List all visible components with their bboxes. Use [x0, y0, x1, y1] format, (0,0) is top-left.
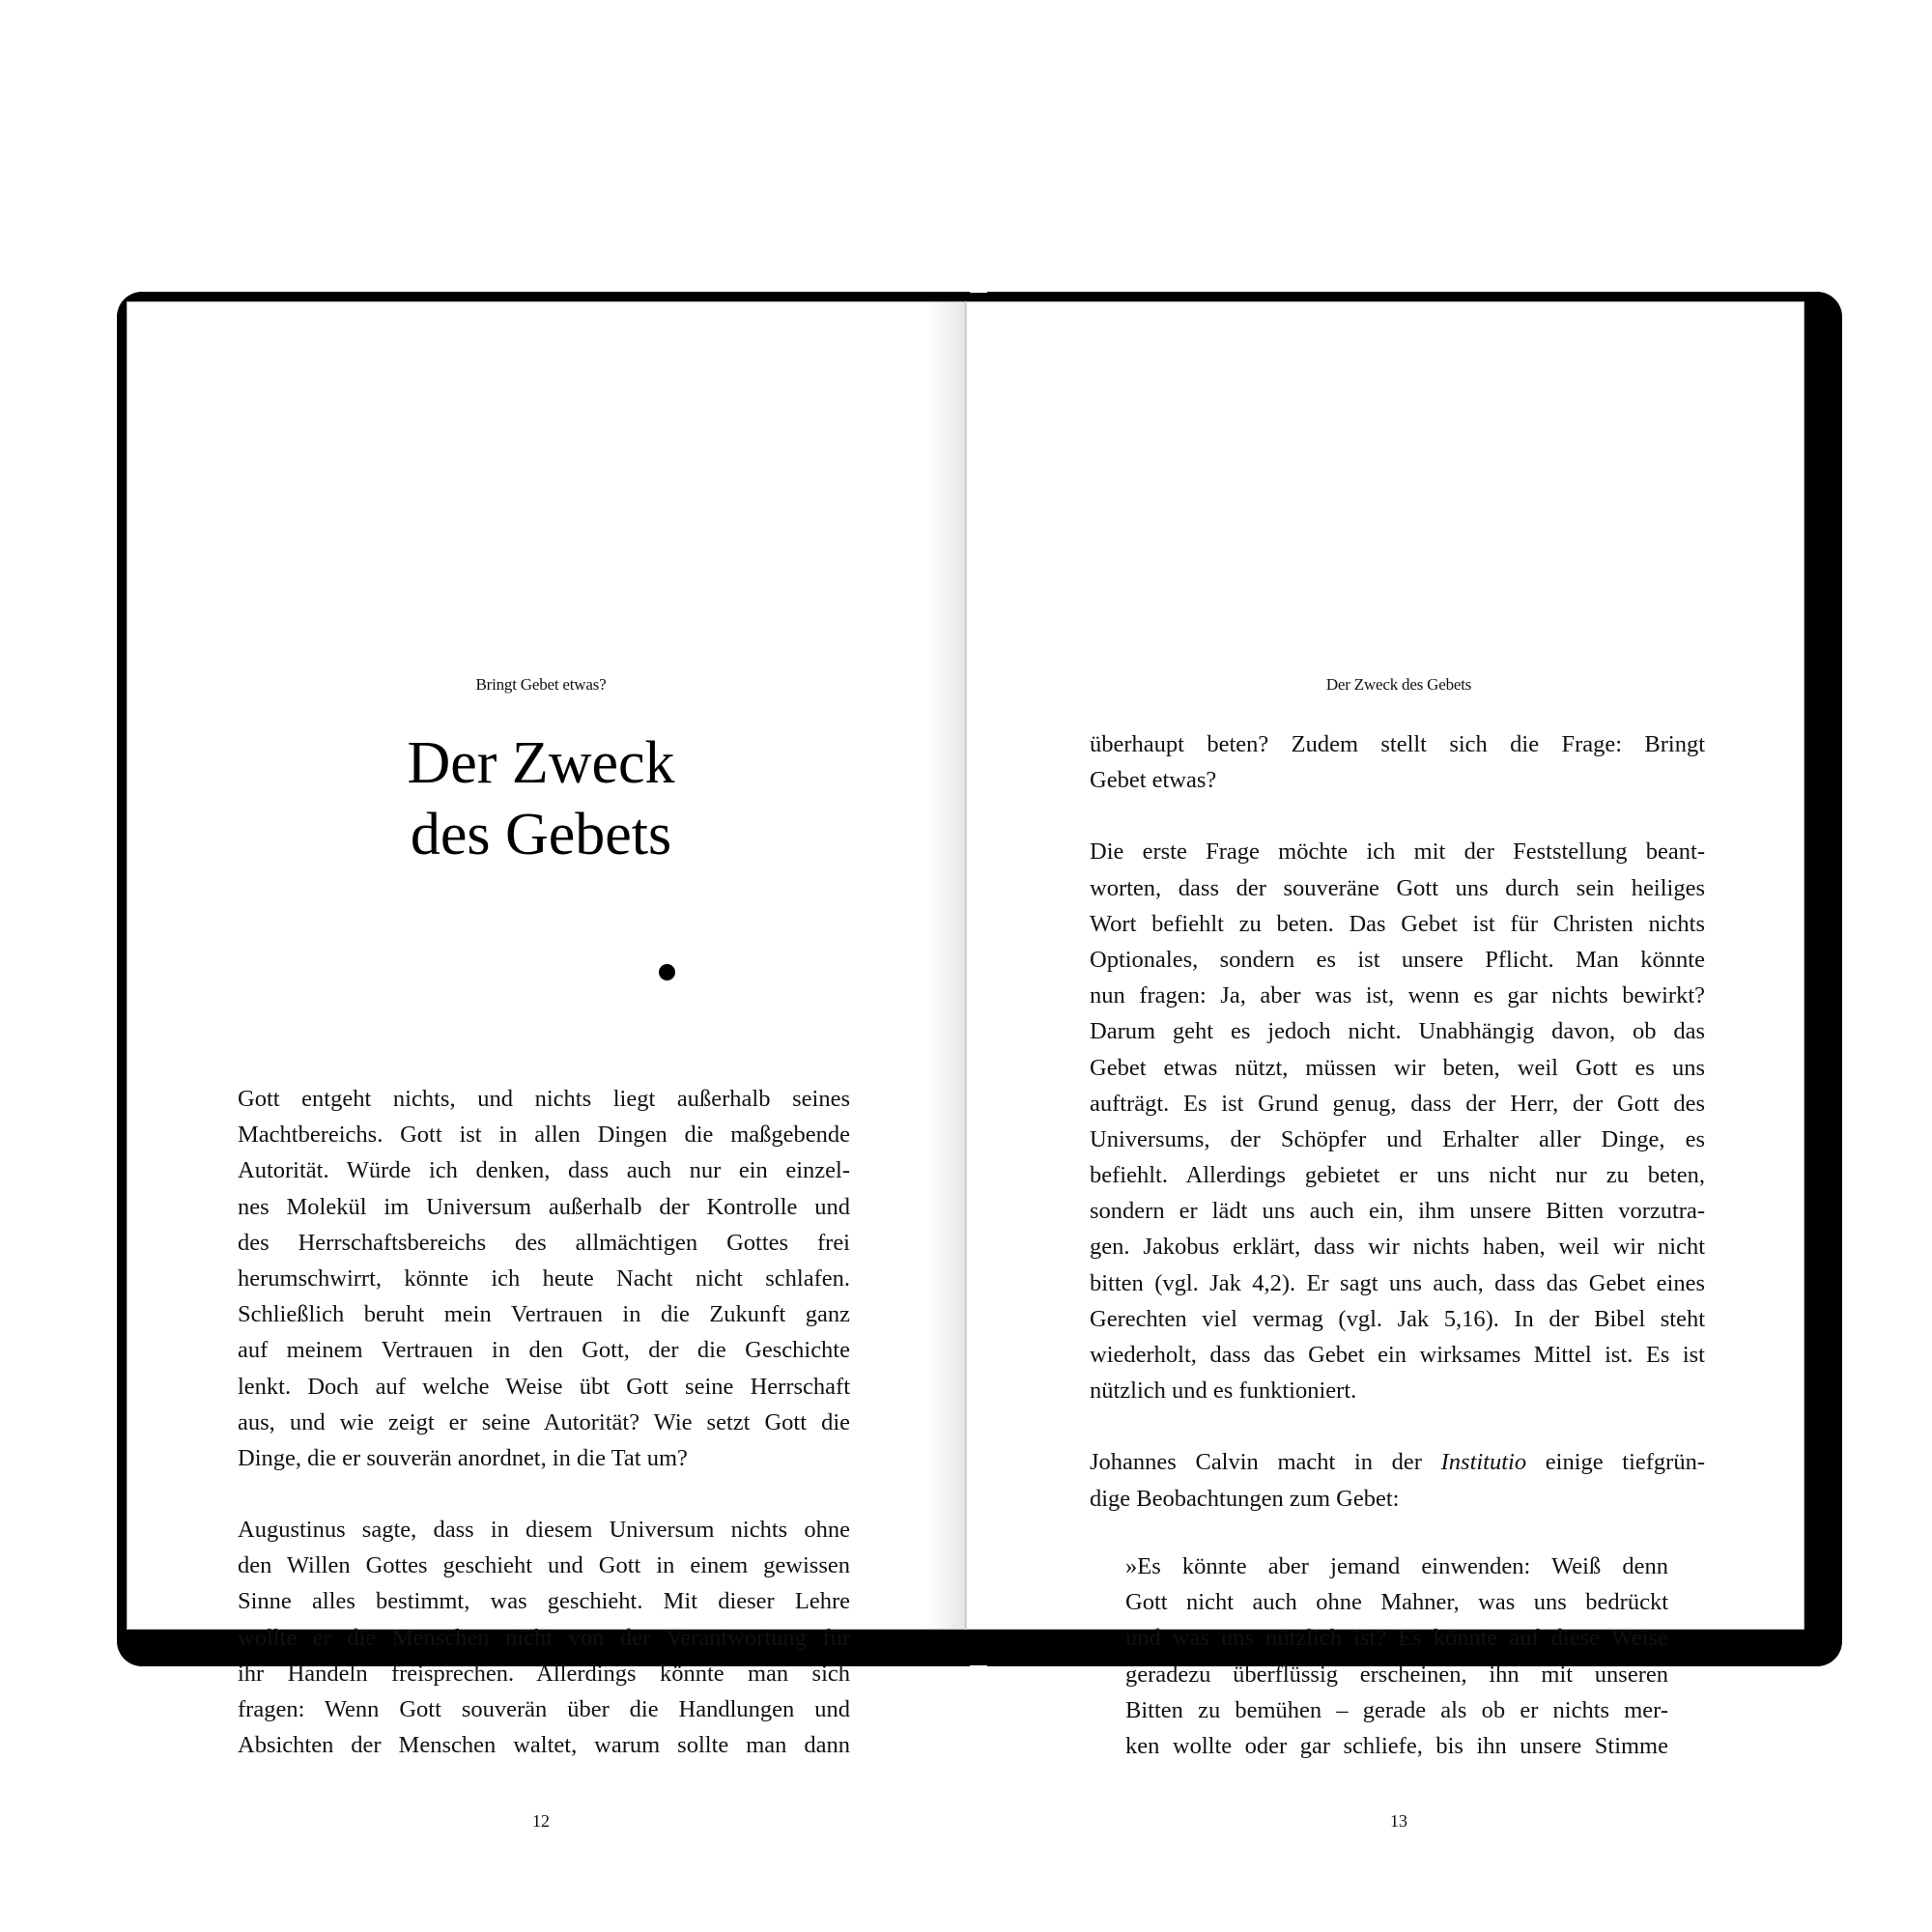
text-line: aufträgt. Es ist Grund genug, dass der Herr, der Gott des [1090, 1090, 1705, 1117]
chapter-title-line-2: des Gebets [410, 802, 672, 867]
left-body-text [238, 1081, 850, 1763]
calvin-quote [1125, 1548, 1668, 1764]
text-line: nun fragen: Ja, aber was ist, wenn es gar nichts bewirkt? [1090, 982, 1705, 1009]
text-line [1090, 1444, 1705, 1480]
text-line: auf meinem Vertrauen in den Gott, der die Geschichte [238, 1337, 850, 1364]
right-page [966, 301, 1804, 1831]
right-body-text [1090, 726, 1705, 1517]
quote-line: ken wollte oder gar schliefe, bis ihn unsere Stimme [1125, 1732, 1668, 1759]
text-line: Die erste Frage möchte ich mit der Feststellung beant- [1090, 838, 1705, 866]
quote-line: Bitten zu bemühen – gerade als ob er nichts mer- [1125, 1696, 1668, 1723]
chapter-title-line-1: Der Zweck [407, 730, 675, 796]
page-number-right: 13 [1390, 1811, 1407, 1831]
text-line: überhaupt beten? Zudem stellt sich die Frage: Bringt [1090, 731, 1705, 757]
gutter-shadow [927, 302, 966, 1629]
text-run: Johannes Calvin macht in der [1090, 1449, 1441, 1476]
text-line: Autorität. Würde ich denken, dass auch nur ein einzel- [238, 1157, 850, 1184]
text-line: nützlich und es funktioniert. [1090, 1378, 1357, 1405]
text-line: Machtbereichs. Gott ist in allen Dingen die maßgebende [238, 1122, 850, 1149]
text-line: Gebet etwas? [1090, 767, 1217, 794]
text-line: Wort befiehlt zu beten. Das Gebet ist für Christen nichts [1090, 910, 1705, 937]
text-line: wiederholt, dass das Gebet ein wirksames Mittel ist. Es ist [1090, 1342, 1705, 1368]
text-line: Dinge, die er souverän anordnet, in die Tat um? [238, 1444, 688, 1471]
text-line: gen. Jakobus erklärt, dass wir nichts haben, weil wir nicht [1090, 1234, 1705, 1261]
text-line: Schließlich beruht mein Vertrauen in die Zukunft ganz [238, 1301, 850, 1328]
text-line: Darum geht es jedoch nicht. Unabhängig davon, ob das [1090, 1018, 1705, 1045]
paragraph [238, 1081, 850, 1476]
text-line: befiehlt. Allerdings gebietet er uns nicht nur zu beten, [1090, 1162, 1705, 1189]
paragraph [1090, 1444, 1705, 1516]
paragraph [1090, 726, 1705, 798]
spine-bottom-notch [970, 1665, 987, 1668]
text-line: lenkt. Doch auf welche Weise übt Gott seine Herrschaft [238, 1373, 850, 1400]
text-line: wollte er die Menschen nicht von der Verantwortung für [238, 1624, 850, 1651]
running-head-left: Bringt Gebet etwas? [475, 675, 607, 694]
spine-top-notch [970, 290, 987, 293]
quote-line: »Es könnte aber jemand einwenden: Weiß denn [1125, 1553, 1668, 1579]
page-number-left: 12 [532, 1811, 550, 1831]
text-line: worten, dass der souveräne Gott uns durch sein heiliges [1090, 874, 1705, 901]
text-line: den Willen Gottes geschieht und Gott in einem gewissen [238, 1552, 850, 1579]
text-line: Gebet etwas nützt, müssen wir beten, weil Gott es uns [1090, 1054, 1705, 1081]
text-line: des Herrschaftsbereichs des allmächtigen Gottes frei [238, 1229, 850, 1256]
paragraph [1090, 834, 1705, 1408]
quote-line: geradezu überflüssig erscheinen, ihn mit unseren [1125, 1661, 1668, 1688]
quote-line: und was uns nützlich ist? Es könnte auf diese Weise [1125, 1625, 1668, 1652]
running-head-right: Der Zweck des Gebets [1325, 675, 1472, 694]
left-page [127, 301, 966, 1831]
text-line: herumschwirrt, könnte ich heute Nacht nicht schlafen. [238, 1264, 850, 1292]
text-line: Optionales, sondern es ist unsere Pflicht. Man könnte [1090, 946, 1705, 973]
text-line: sondern er lädt uns auch ein, ihm unsere Bitten vorzutra- [1090, 1198, 1705, 1225]
text-line: aus, und wie zeigt er seine Autorität? Wie setzt Gott die [238, 1408, 850, 1435]
book-title-italic: Institutio [1440, 1449, 1527, 1476]
gutter-line [964, 301, 967, 1630]
text-line: Gott entgeht nichts, und nichts liegt außerhalb seines [238, 1086, 850, 1112]
chapter-title [128, 727, 954, 870]
text-line: dige Beobachtungen zum Gebet: [1090, 1485, 1400, 1512]
text-line: Sinne alles bestimmt, was geschieht. Mit dieser Lehre [238, 1588, 850, 1615]
paragraph [238, 1512, 850, 1763]
text-run: einige tiefgrün- [1526, 1449, 1705, 1476]
text-line: nes Molekül im Universum außerhalb der Kontrolle und [238, 1193, 850, 1220]
text-line: ihr Handeln freisprechen. Allerdings könnte man sich [238, 1660, 850, 1687]
quote-line: Gott nicht auch ohne Mahner, was uns bedrückt [1125, 1589, 1668, 1616]
text-line: Absichten der Menschen waltet, warum sollte man dann [238, 1732, 850, 1759]
text-line: bitten (vgl. Jak 4,2). Er sagt uns auch, dass das Gebet eines [1090, 1269, 1705, 1296]
text-line: Gerechten viel vermag (vgl. Jak 5,16). In der Bibel steht [1090, 1305, 1705, 1332]
text-line: Universums, der Schöpfer und Erhalter aller Dinge, es [1090, 1125, 1705, 1152]
text-line: fragen: Wenn Gott souverän über die Handlungen und [238, 1696, 850, 1722]
bullet-dot-icon [659, 964, 675, 980]
text-line: Augustinus sagte, dass in diesem Universum nichts ohne [238, 1517, 850, 1544]
